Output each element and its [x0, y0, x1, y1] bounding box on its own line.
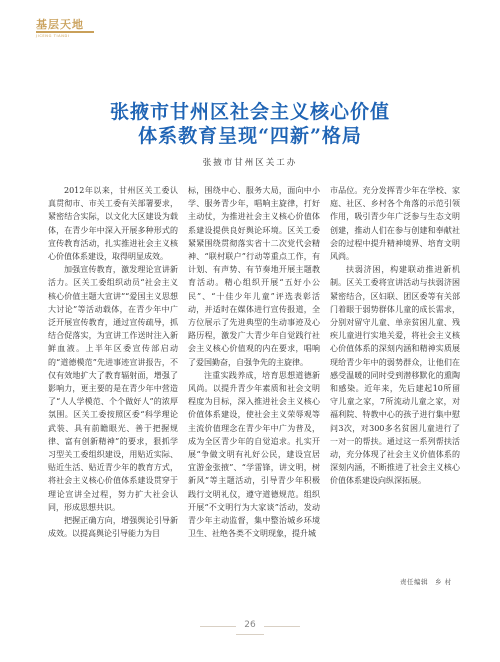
magazine-section-logo — [36, 16, 126, 46]
page-number: 26 — [244, 620, 256, 630]
logo-text-en: JICENG TIANDI — [36, 34, 70, 38]
article-column-1 — [48, 184, 178, 540]
paragraph: 注重实践养成，培育思想道德新风尚。以提升青少年素质和社会文明程度为目标，深入推进社会主义核心价值体系建设，使社会主义荣辱观等主流价值理念在青少年中广为普及，成为全区青少年的自觉追求。扎实开展“争做文明有礼好公民，建设宜居宜游金张掖”、“学雷锋，讲文明，树新风”等主题活动，引导青少年积极践行文明礼仪，遵守道德规范。组织开展“不文明行为大家谈”活动，发动青少年主动监督，集中整治城乡环境卫生、社绝各类不文明现象，提升城 — [188, 370, 320, 539]
page-number-underline — [236, 634, 264, 635]
article-title-line2: 体系教育呈现“四新”格局 — [138, 125, 362, 147]
paragraph: 加强宣传教育，激发理论宣讲新活力。区关工委组织动员“社会主义核心价值主题大宣讲”“爱国主义思想大讨论”等活动载体，在青少年中广泛开展宣传教育，通过宣传疏导，抓结合促落实，为宣讲工作送时注入新鲜血液。上半年区委宣传部启动的“道德模范”先进事迹宣讲报告，不仅有效地扩大了教育辐射面，增强了影响力，更主要的是在青少年中营造了“人人学模范、个个做好人”的浓厚氛围。区关工委按照区委“科学理论武装、具有前瞻眼光、善于把握规律、富有创新精神”的要求，狠抓学习型关工委组织建设，用贴近实际、贴近生活、贴近青少年的教育方式，将社会主义核心价值体系建设贯穿于理论宣讲全过程，努力扩大社会认同，形成思想共识。 — [48, 265, 178, 512]
article-column-2 — [188, 184, 320, 540]
responsible-editor: 责任编辑 乡 村 — [400, 578, 452, 586]
logo-divider — [36, 31, 94, 33]
paragraph: 扶弱济困，构建联动推进新机制。区关工委将宣讲活动与扶弱济困紧密结合，区妇联、团区委等有关部门着眼于弱势群体儿童的成长需求，分别对留守儿童、单亲贫困儿童、残疾儿童进行实地关爱，将社会主义核心价值体系的深刻内涵和精神实质展现给青少年中的弱势群众，让他们在感受温暖的同时受到潜移默化的熏陶和感染。近年来，先后建起10所留守儿童之家，7所流动儿童之家，对福利院、特教中心的孩子进行集中慰问3次，对300多名贫困儿童进行了一对一的帮扶。通过这一系列帮扶活动，充分体现了社会主义价值体系的深刻内涵，不断推进了社会主义核心价值体系建设向纵深拓展。 — [330, 265, 460, 486]
page-rule-right — [264, 626, 300, 627]
logo-text-zh: 基层天地 — [36, 18, 84, 31]
paragraph: 市品位。充分发挥青少年在学校、家庭、社区、乡村各个角落的示范引领作用，吸引青少年广泛参与生态文明创建，推动人们在参与创建和奉献社会的过程中提升精神境界、培育文明风尚。 — [330, 186, 460, 262]
article-column-3 — [330, 184, 460, 488]
article-byline: 张掖市甘州区关工办 — [202, 158, 298, 168]
paragraph: 2012年以来，甘州区关工委认真贯彻市、市关工委有关部署要求，紧密结合实际，以文化大区建设为载体，在青少年中深入开展多种形式的宣传教育活动，扎实推进社会主义核心价值体系建设，取得明显成效。 — [48, 186, 178, 262]
paragraph: 标，围绕中心、服务大局，面向中小学、服务青少年，唱响主旋律，打好主动仗，为推进社会主义核心价值体系建设提供良好舆论环境。区关工委紧紧围绕贯彻落实省十二次党代会精神、“联村联户”行动等重点工作，有计划、有声势、有节奏地开展主题教育活动。精心组织开展“五好小公民”、“十佳少年儿童”评选表彰活动，并适时在媒体进行宣传报道，全方位展示了先进典型的生动事迹及心路历程，激发广大青少年自觉践行社会主义核心价值观的内在要求，唱响了爱国勤奋，自强争先的主旋律。 — [188, 186, 320, 367]
article-title-line1: 张掖市甘州区社会主义核心价值 — [109, 101, 390, 123]
paragraph: 把握正确方向，增强舆论引导新成效。以提高舆论引导能力为目 — [48, 516, 178, 539]
